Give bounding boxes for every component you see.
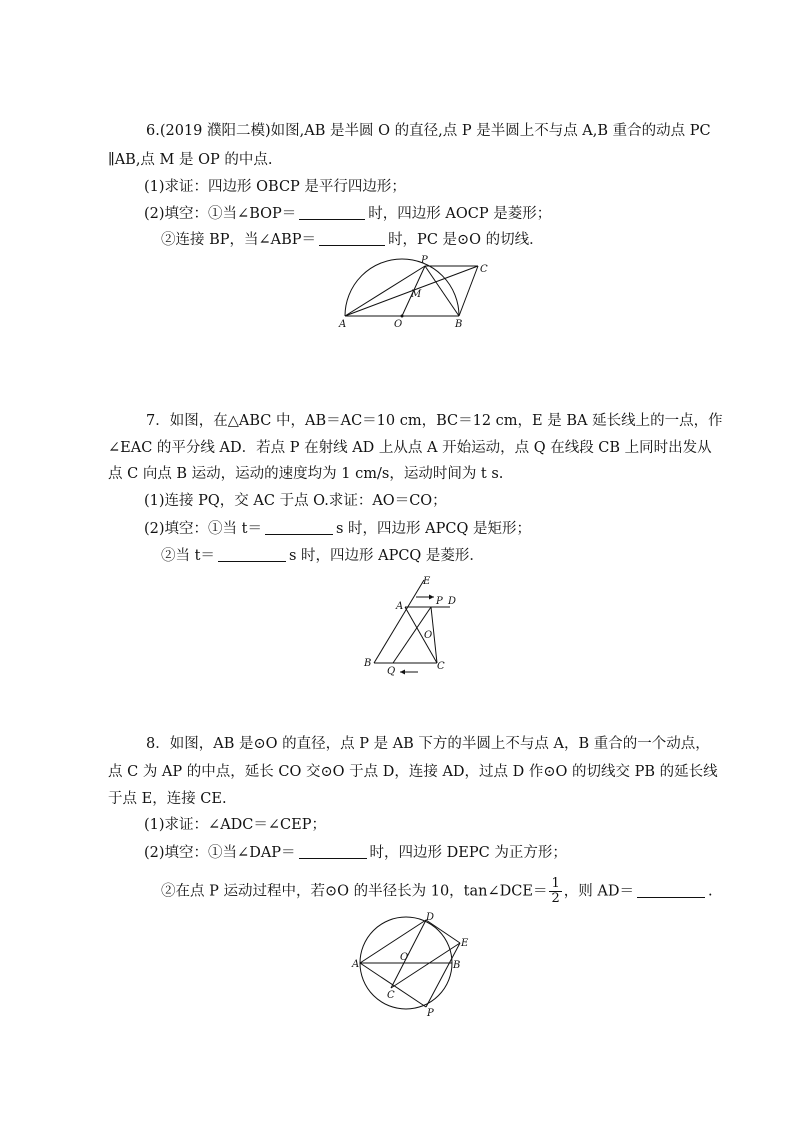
q7-label-C: C <box>437 661 445 672</box>
q8-label-P: P <box>427 1008 434 1019</box>
q6-line2: ∥AB,点 M 是 OP 的中点. <box>108 152 273 168</box>
q7-label-A: A <box>396 601 404 612</box>
q8-part2a-post: 时，四边形 DEPC 为正方形； <box>369 845 567 861</box>
q7-line-BE <box>374 580 424 663</box>
q8-blank-1[interactable] <box>299 844 367 859</box>
q7-arrowhead-Q <box>400 670 405 675</box>
q7-label-B: B <box>364 658 372 669</box>
q6-part2b-pre: ②连接 BP，当∠ABP＝ <box>161 232 317 248</box>
q8-part2b-mid: ，则 AD＝ <box>563 883 634 900</box>
q7-part2a-pre: (2)填空：①当 t＝ <box>144 521 262 537</box>
q6-label-O: O <box>394 319 403 330</box>
q6-part2b <box>161 230 544 250</box>
q8-figure <box>346 908 476 1018</box>
q7-part2b-post: s 时，四边形 APCQ 是菱形． <box>288 548 484 564</box>
q8-part2a-pre: (2)填空：①当∠DAP＝ <box>144 845 296 861</box>
q8-part2b-pre: ②在点 P 运动过程中，若⊙O 的半径长为 10，tan∠DCE＝ <box>161 883 548 900</box>
q6-part2b-post: 时，PC 是⊙O 的切线． <box>388 232 544 248</box>
q8-part2b-post: . <box>707 883 713 900</box>
q8-blank-2[interactable] <box>637 883 705 898</box>
q8-part2b <box>161 877 713 906</box>
q6-part1: (1)求证：四边形 OBCP 是平行四边形； <box>144 179 406 195</box>
q8-label-C: C <box>387 990 395 1001</box>
q8-line2: 点 C 为 AP 的中点，延长 CO 交⊙O 于点 D，连接 AD，过点 D 作⊙O 的切线交 PB 的延长线 <box>108 764 718 780</box>
q8-line-DE <box>426 920 460 943</box>
q7-arrowhead-P <box>429 595 434 600</box>
q6-label-P: P <box>421 255 428 266</box>
q8-line-EP <box>426 943 460 1007</box>
q6-point-O <box>401 315 404 318</box>
q7-line1: 7．如图，在△ABC 中，AB＝AC＝10 cm，BC＝12 cm，E 是 BA 延长线上的一点，作 <box>146 413 723 429</box>
q6-label-M: M <box>411 289 422 300</box>
q8-line-AD <box>360 920 426 963</box>
q6-figure <box>330 250 500 330</box>
q6-blank-1[interactable] <box>299 205 365 220</box>
q6-part2a <box>144 204 551 224</box>
q8-label-O: O <box>400 952 409 963</box>
q6-part2a-post: 时，四边形 AOCP 是菱形； <box>368 206 552 222</box>
q7-label-D: D <box>448 596 457 607</box>
q8-line1: 8．如图，AB 是⊙O 的直径，点 P 是 AB 下方的半圆上不与点 A，B 重合的一个动点， <box>146 736 710 752</box>
q8-line-CE <box>391 943 460 988</box>
q7-blank-2[interactable] <box>218 547 286 562</box>
q8-frac-den: 2 <box>551 891 560 906</box>
q7-part2a <box>144 519 531 539</box>
q7-line3: 点 C 向点 B 运动，运动的速度均为 1 cm/s，运动时间为 t s. <box>108 466 504 482</box>
q6-semicircle <box>345 259 459 316</box>
q7-figure <box>360 572 470 680</box>
q7-label-O: O <box>424 630 433 641</box>
q7-label-P: P <box>436 596 443 607</box>
q7-label-E: E <box>423 576 431 587</box>
q6-label-A: A <box>339 319 347 330</box>
q6-part2a-pre: (2)填空：①当∠BOP＝ <box>144 206 297 222</box>
q7-part2b-pre: ②当 t＝ <box>161 548 215 564</box>
q8-label-D: D <box>426 912 435 923</box>
q7-blank-1[interactable] <box>265 520 333 535</box>
q8-fraction <box>549 877 561 906</box>
q8-label-B: B <box>453 960 461 971</box>
q7-label-Q: Q <box>387 666 396 677</box>
q8-line3: 于点 E，连接 CE. <box>108 791 227 807</box>
q7-part2a-post: s 时，四边形 APCQ 是矩形； <box>335 521 531 537</box>
q7-part1: (1)连接 PQ，交 AC 于点 O.求证：AO＝CO； <box>144 493 447 509</box>
q7-line2: ∠EAC 的平分线 AD．若点 P 在射线 AD 上从点 A 开始运动，点 Q 在线段 CB 上同时出发从 <box>108 440 712 456</box>
q6-blank-2[interactable] <box>319 231 385 246</box>
q6-label-C: C <box>480 264 488 275</box>
q8-part1: (1)求证：∠ADC＝∠CEP； <box>144 817 326 833</box>
q7-part2b <box>161 546 484 566</box>
q8-line-DC <box>391 920 426 988</box>
q8-frac-num: 1 <box>551 876 560 891</box>
q8-part2a <box>144 843 567 863</box>
q8-label-E: E <box>461 938 469 949</box>
q6-line1: 6.(2019 濮阳二模)如图,AB 是半圆 O 的直径,点 P 是半圆上不与点 A,B 重合的动点 PC <box>146 123 711 139</box>
q8-label-A: A <box>352 959 360 970</box>
q6-label-B: B <box>455 319 463 330</box>
q6-line-CB <box>459 266 478 316</box>
